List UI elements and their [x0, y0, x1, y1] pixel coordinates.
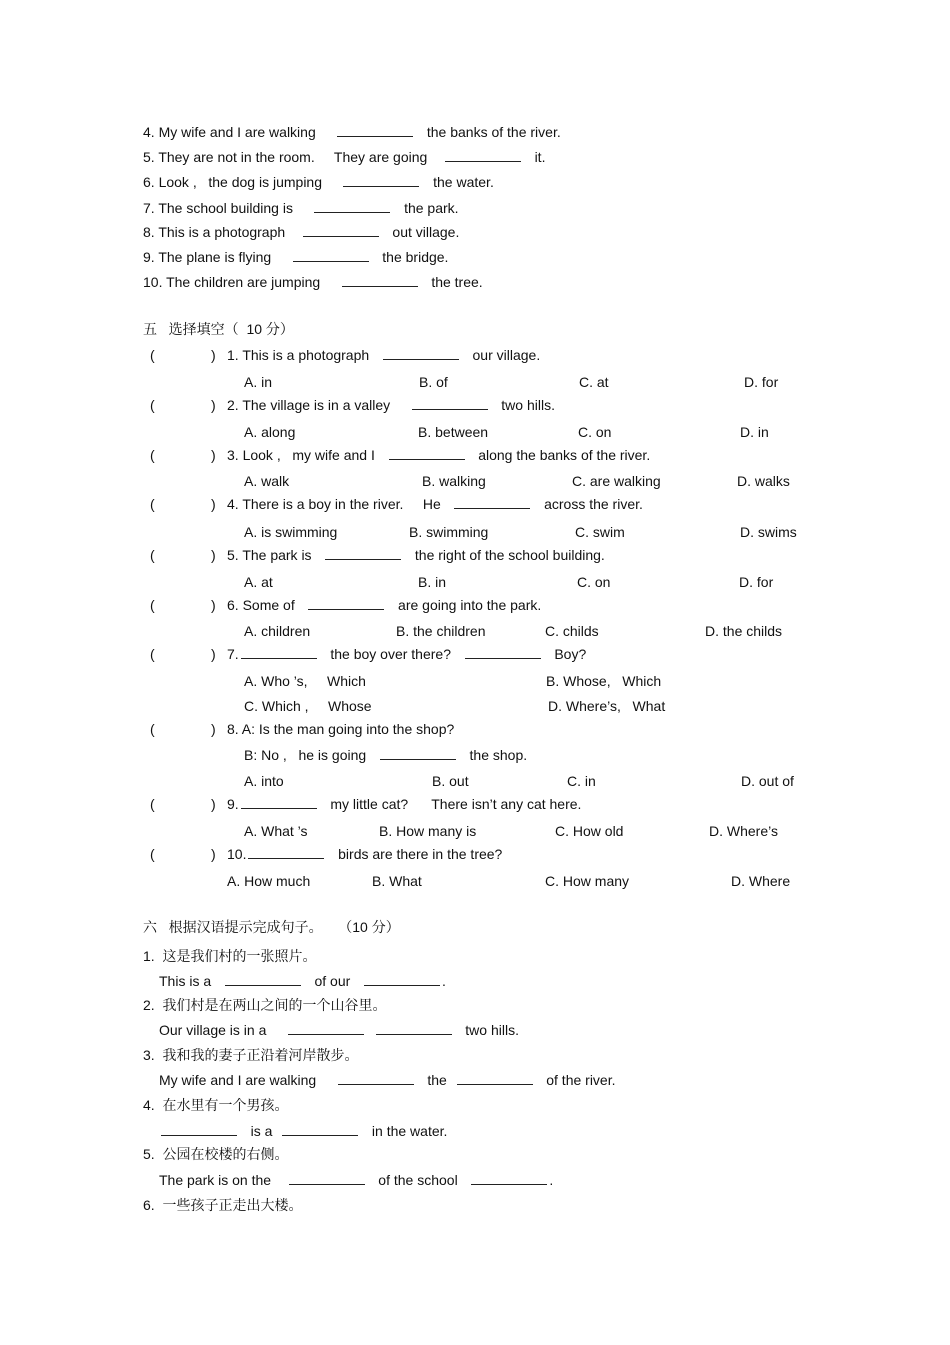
option-b: B. walking: [422, 473, 486, 489]
answer-blank[interactable]: [342, 273, 418, 287]
section6-item-2-cn: 2. 我们村是在两山之间的一个山谷里。: [143, 997, 387, 1013]
option-b: B. swimming: [409, 524, 489, 540]
paren-open: (: [150, 447, 155, 463]
option-c: C. on: [577, 574, 611, 590]
answer-blank[interactable]: [161, 1122, 237, 1136]
answer-blank[interactable]: [337, 123, 413, 137]
option-a: A. in: [244, 374, 273, 390]
option-c: C. at: [579, 374, 609, 390]
paren-close: ): [211, 347, 216, 363]
question-2: 2. The village is in a valley two hills.: [227, 397, 555, 413]
paren-open: (: [150, 496, 155, 512]
option-a: A. at: [244, 574, 273, 590]
option-a: A. walk: [244, 473, 290, 489]
option-a: A. along: [244, 424, 296, 440]
question-5: 5. The park is the right of the school building.: [227, 547, 605, 563]
answer-blank[interactable]: [465, 645, 541, 659]
option-d: D. for: [744, 374, 779, 390]
question-7: 7. the boy over there? Boy?: [227, 646, 587, 662]
answer-blank[interactable]: [445, 148, 521, 162]
answer-blank[interactable]: [412, 396, 488, 410]
paren-close: ): [211, 447, 216, 463]
section6-item-3-en: My wife and I are walking the of the river.: [159, 1072, 616, 1088]
section6-item-5-en: The park is on the of the school .: [159, 1172, 554, 1188]
option-b: B. in: [418, 574, 447, 590]
option-c: C. Which , Whose: [244, 698, 372, 714]
answer-blank[interactable]: [241, 795, 317, 809]
option-a: A. How much: [227, 873, 311, 889]
paren-open: (: [150, 646, 155, 662]
answer-blank[interactable]: [288, 1021, 364, 1035]
option-c: C. on: [578, 424, 612, 440]
paren-open: (: [150, 846, 155, 862]
paren-close: ): [211, 721, 216, 737]
answer-blank[interactable]: [364, 972, 440, 986]
paren-close: ): [211, 796, 216, 812]
option-b: B. out: [432, 773, 469, 789]
option-d: D. swims: [740, 524, 797, 540]
paren-open: (: [150, 721, 155, 737]
option-b: B. the children: [396, 623, 486, 639]
option-d: D. walks: [737, 473, 790, 489]
answer-blank[interactable]: [241, 645, 317, 659]
option-d: D. out of: [741, 773, 794, 789]
paren-open: (: [150, 397, 155, 413]
answer-blank[interactable]: [457, 1071, 533, 1085]
question-8-line2: B: No , he is going the shop.: [244, 747, 528, 763]
section6-title: 六 根据汉语提示完成句子。 （10 分）: [143, 919, 400, 935]
section6-item-1-en: This is a of our .: [159, 973, 446, 989]
question-3: 3. Look , my wife and I along the banks of the river.: [227, 447, 651, 463]
answer-blank[interactable]: [225, 972, 301, 986]
answer-blank[interactable]: [343, 173, 419, 187]
paren-open: (: [150, 597, 155, 613]
option-d: D. Where’s: [709, 823, 778, 839]
answer-blank[interactable]: [454, 495, 530, 509]
option-b: B. Whose, Which: [546, 673, 662, 689]
question-9: 9. my little cat? There isn’t any cat here.: [227, 796, 582, 812]
answer-blank[interactable]: [308, 596, 384, 610]
answer-blank[interactable]: [303, 223, 379, 237]
option-b: B. What: [372, 873, 422, 889]
answer-blank[interactable]: [289, 1171, 365, 1185]
question-4: 4. There is a boy in the river. He across the river.: [227, 496, 643, 512]
option-c: C. How many: [545, 873, 630, 889]
section6-item-6-cn: 6. 一些孩子正走出大楼。: [143, 1197, 303, 1213]
question-1: 1. This is a photograph our village.: [227, 347, 541, 363]
question-8: 8. A: Is the man going into the shop?: [227, 721, 455, 737]
paren-close: ): [211, 547, 216, 563]
option-d: D. the childs: [705, 623, 783, 639]
question-10: 10. birds are there in the tree?: [227, 846, 503, 862]
option-b: B. between: [418, 424, 489, 440]
answer-blank[interactable]: [314, 199, 390, 213]
prev-item-9: 9. The plane is flying the bridge.: [143, 249, 449, 265]
option-c: C. How old: [555, 823, 624, 839]
option-c: C. swim: [575, 524, 625, 540]
prev-item-4: 4. My wife and I are walking the banks of the river.: [143, 124, 561, 140]
section5-title: 五 选择填空（ 10 分）: [143, 321, 294, 337]
prev-item-5: 5. They are not in the room. They are going it.: [143, 149, 546, 165]
section6-item-2-en: Our village is in a two hills.: [159, 1022, 519, 1038]
option-a: A. children: [244, 623, 311, 639]
option-d: D. Where: [731, 873, 791, 889]
option-a: A. What ’s: [244, 823, 308, 839]
prev-item-8: 8. This is a photograph out village.: [143, 224, 460, 240]
prev-item-7: 7. The school building is the park.: [143, 200, 459, 216]
section6-item-1-cn: 1. 这是我们村的一张照片。: [143, 948, 317, 964]
section6-item-5-cn: 5. 公园在校楼的右侧。: [143, 1146, 289, 1162]
question-6: 6. Some of are going into the park.: [227, 597, 542, 613]
option-a: A. Who ’s, Which: [244, 673, 366, 689]
paren-open: (: [150, 547, 155, 563]
answer-blank[interactable]: [471, 1171, 547, 1185]
option-a: A. is swimming: [244, 524, 338, 540]
answer-blank[interactable]: [282, 1122, 358, 1136]
paren-close: ): [211, 846, 216, 862]
answer-blank[interactable]: [338, 1071, 414, 1085]
section6-item-4-en: is a in the water.: [159, 1122, 447, 1140]
answer-blank[interactable]: [389, 446, 465, 460]
paren-close: ): [211, 496, 216, 512]
option-d: D. Where’s, What: [548, 698, 666, 714]
prev-item-6: 6. Look , the dog is jumping the water.: [143, 174, 494, 190]
option-c: C. are walking: [572, 473, 661, 489]
section6-item-3-cn: 3. 我和我的妻子正沿着河岸散步。: [143, 1047, 359, 1063]
answer-blank[interactable]: [380, 746, 456, 760]
answer-blank[interactable]: [293, 248, 369, 262]
paren-open: (: [150, 796, 155, 812]
option-d: D. for: [739, 574, 774, 590]
answer-blank[interactable]: [248, 845, 324, 859]
section6-item-4-cn: 4. 在水里有一个男孩。: [143, 1097, 289, 1113]
option-c: C. childs: [545, 623, 599, 639]
option-d: D. in: [740, 424, 769, 440]
answer-blank[interactable]: [325, 546, 401, 560]
option-c: C. in: [567, 773, 596, 789]
answer-blank[interactable]: [376, 1021, 452, 1035]
paren-close: ): [211, 646, 216, 662]
paren-open: (: [150, 347, 155, 363]
prev-item-10: 10. The children are jumping the tree.: [143, 274, 483, 290]
answer-blank[interactable]: [383, 346, 459, 360]
paren-close: ): [211, 397, 216, 413]
option-b: B. How many is: [379, 823, 477, 839]
option-b: B. of: [419, 374, 448, 390]
option-a: A. into: [244, 773, 284, 789]
paren-close: ): [211, 597, 216, 613]
